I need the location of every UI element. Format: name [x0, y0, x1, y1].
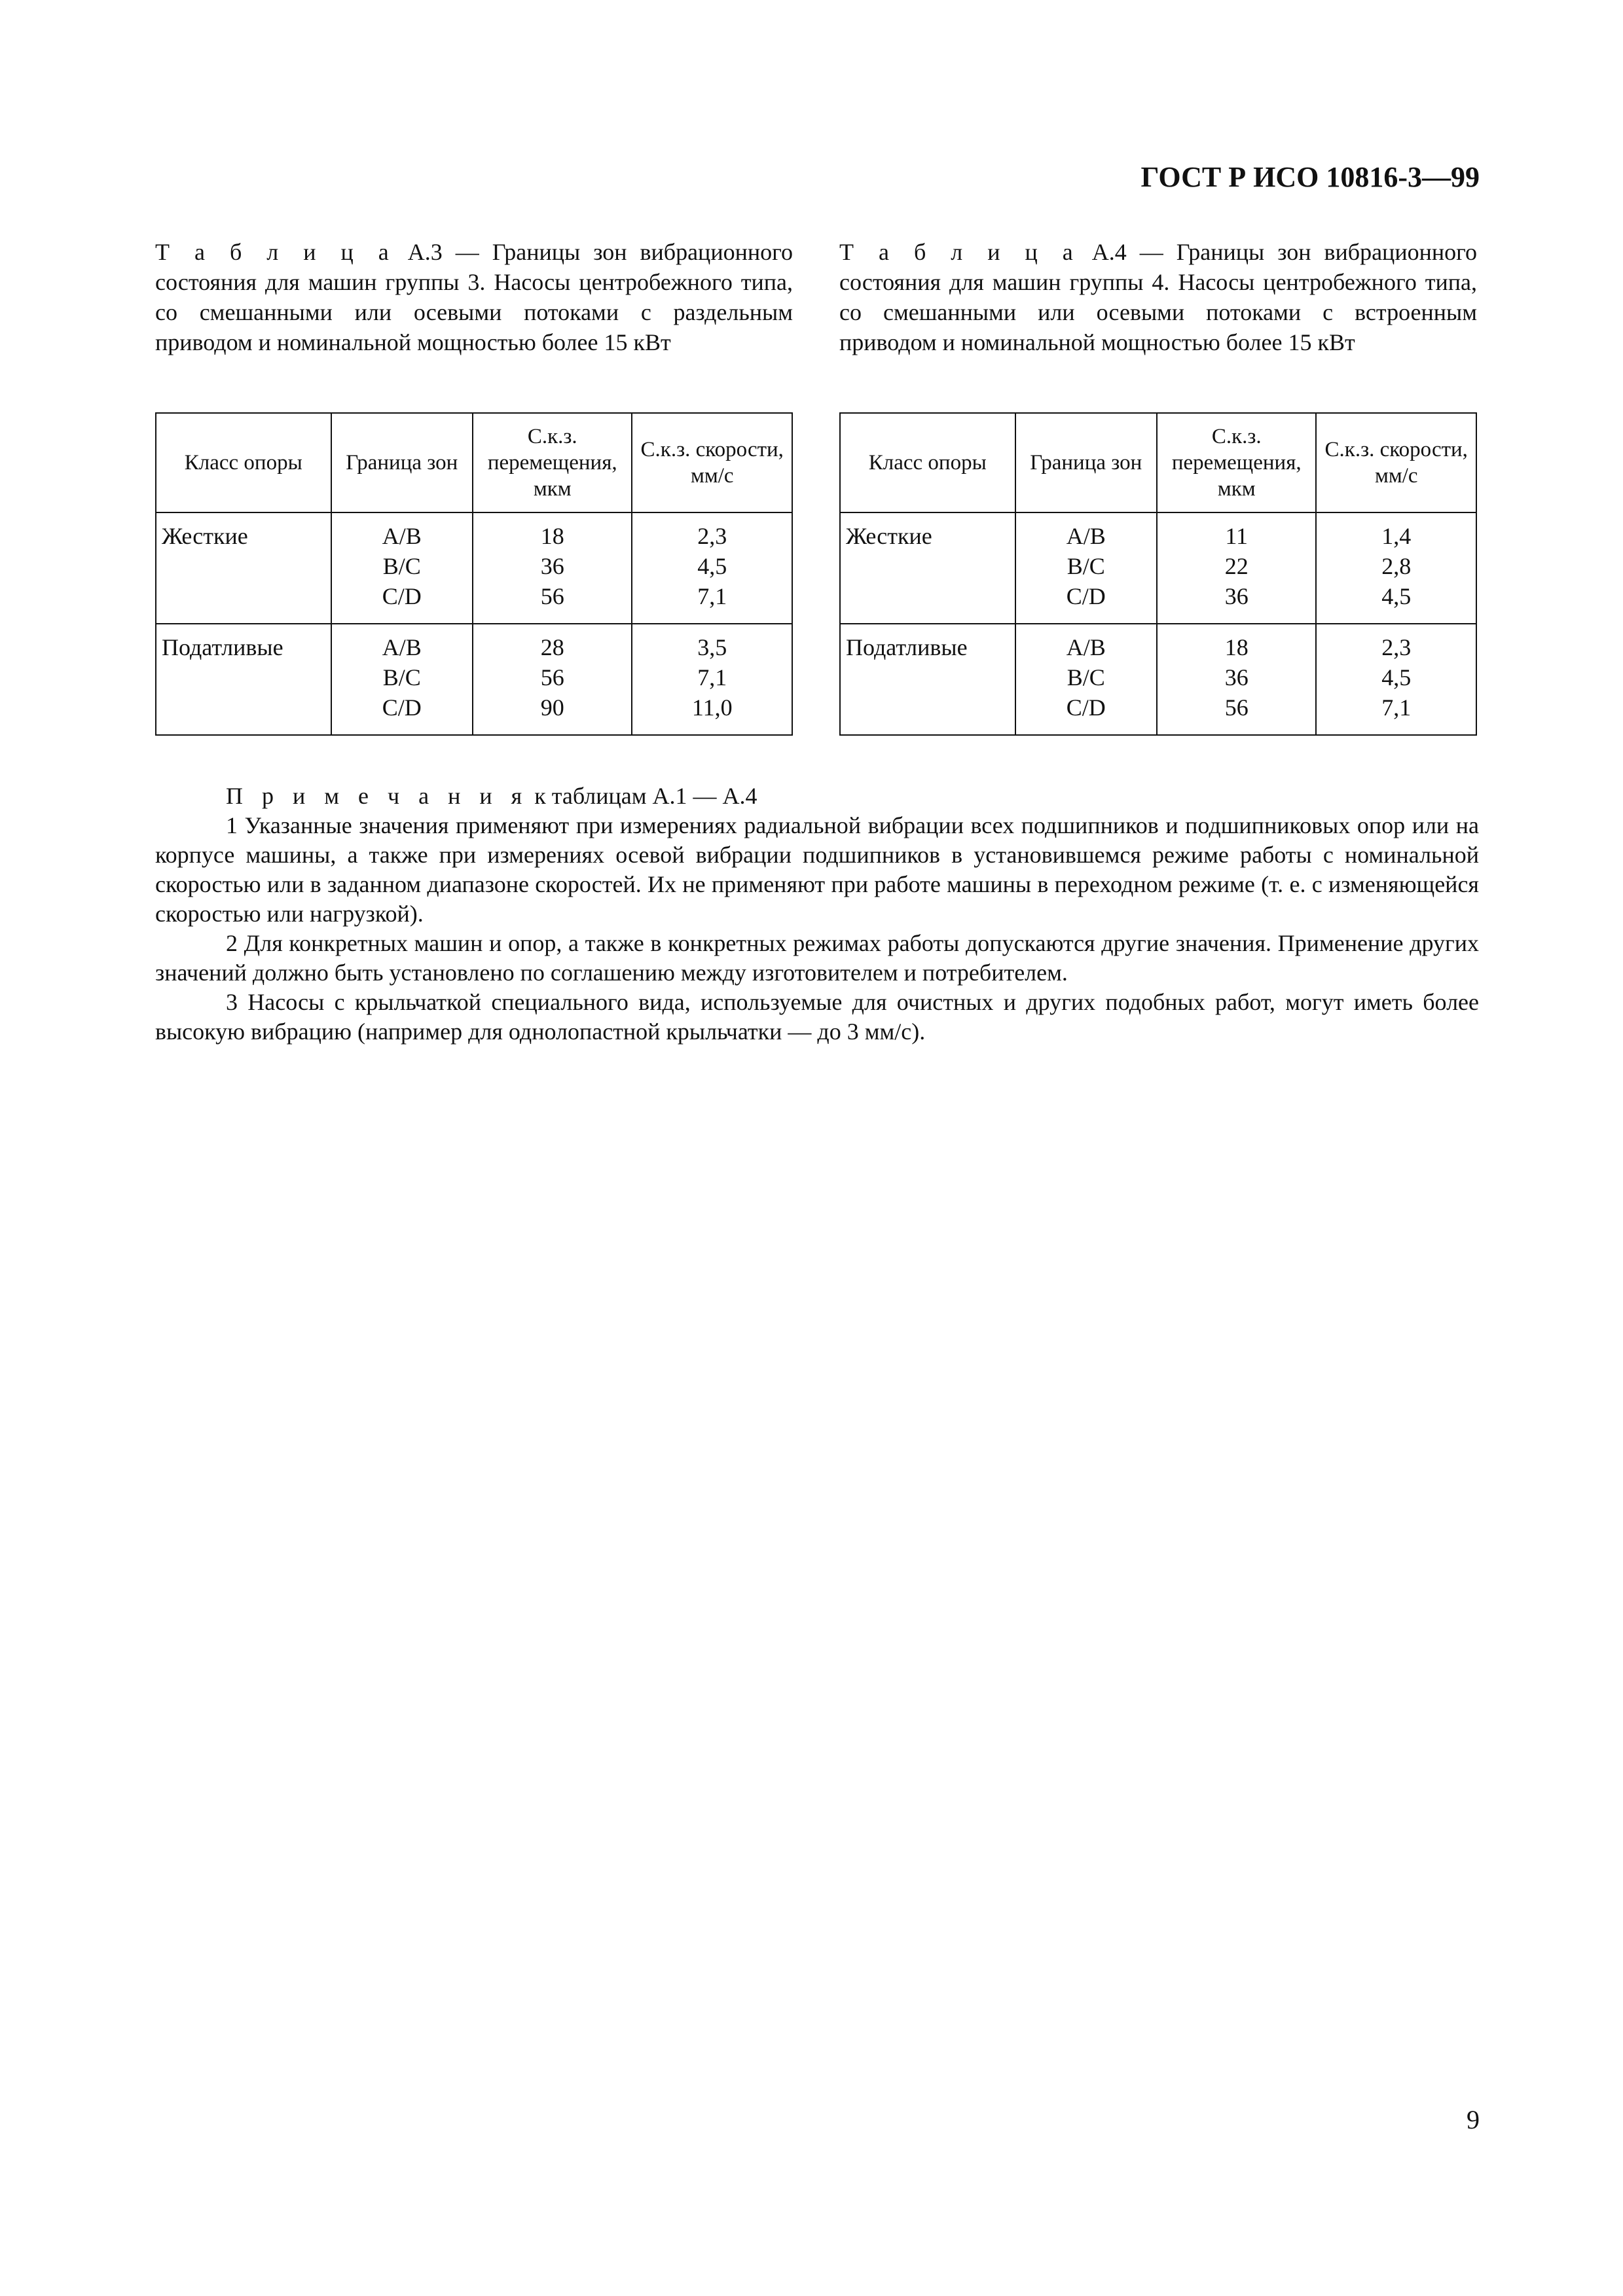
zone-value: B/C [1067, 664, 1105, 691]
displacement-cell [1157, 624, 1317, 735]
table-row [156, 512, 792, 624]
table-row [156, 624, 792, 735]
column-header-velocity: С.к.з. скорости, мм/с [1316, 413, 1476, 512]
zone-cell [331, 624, 473, 735]
column-header-zone-boundary: Граница зон [1015, 413, 1157, 512]
notes-title [155, 781, 1479, 811]
velocity-value: 7,1 [697, 664, 727, 691]
zone-cell [331, 512, 473, 624]
velocity-value: 11,0 [691, 694, 733, 721]
column-header-velocity: С.к.з. скорости, мм/с [632, 413, 792, 512]
velocity-value: 3,5 [697, 634, 727, 660]
notes-section [155, 781, 1479, 1047]
note-item: 2 Для конкретных машин и опор, а также в конкретных режимах работы допускаются другие значения. Применение других значений должно быть установлено по соглашению между изготовителем и потребителем. [155, 930, 1479, 986]
velocity-value: 2,3 [1381, 634, 1412, 660]
displacement-value: 90 [540, 694, 564, 721]
table-a3-caption [155, 237, 793, 357]
page-number: 9 [1467, 2105, 1480, 2134]
velocity-cell [632, 624, 792, 735]
displacement-cell [1157, 512, 1317, 624]
velocity-cell [632, 512, 792, 624]
displacement-value: 56 [1224, 694, 1249, 721]
table-a3-caption-label: Т а б л и ц а [155, 239, 395, 265]
zone-value: A/B [1066, 523, 1106, 549]
support-class-cell: Податливые [840, 624, 1015, 735]
column-header-support-class: Класс опоры [840, 413, 1015, 512]
table-a4-caption [839, 237, 1477, 357]
table-a3-caption-text: А.3 — Границы зон вибрационного состояния для машин группы 3. Насосы центробежного типа, со смешанными или осевыми потоками с раздельным приводом и номинальной мощностью более 15 кВт [155, 239, 793, 355]
support-class-cell: Жесткие [156, 512, 331, 624]
zone-value: B/C [382, 664, 421, 691]
displacement-value: 56 [540, 664, 564, 691]
zone-value: A/B [382, 523, 422, 549]
column-header-zone-boundary: Граница зон [331, 413, 473, 512]
column-header-support-class: Класс опоры [156, 413, 331, 512]
table-a4 [839, 412, 1477, 736]
displacement-cell [473, 624, 632, 735]
velocity-value: 1,4 [1381, 523, 1412, 549]
displacement-value: 11 [1225, 523, 1249, 549]
table-a4-caption-text: А.4 — Границы зон вибрационного состояния для машин группы 4. Насосы центробежного типа, со смешанными или осевыми потоками с встроенным приводом и номинальной мощностью более 15 кВт [839, 239, 1477, 355]
support-class-cell: Жесткие [840, 512, 1015, 624]
displacement-value: 56 [540, 583, 564, 609]
zone-value: A/B [382, 634, 422, 660]
velocity-cell [1316, 512, 1476, 624]
displacement-value: 28 [540, 634, 564, 660]
velocity-value: 7,1 [697, 583, 727, 609]
zone-value: C/D [382, 583, 422, 609]
table-row [840, 512, 1476, 624]
displacement-value: 18 [540, 523, 564, 549]
zone-value: C/D [1066, 583, 1106, 609]
velocity-value: 4,5 [1381, 583, 1412, 609]
displacement-value: 22 [1224, 553, 1249, 579]
table-a4-caption-label: Т а б л и ц а [839, 239, 1079, 265]
table-header-row [840, 413, 1476, 512]
displacement-value: 36 [540, 553, 564, 579]
note-item: 3 Насосы с крыльчаткой специального вида, используемые для очистных и других подобных работ, могут иметь более высокую вибрацию (например для однолопастной крыльчатки — до 3 мм/с). [155, 989, 1479, 1045]
notes-title-text: к таблицам А.1 — А.4 [528, 783, 757, 809]
table-header-row [156, 413, 792, 512]
displacement-value: 36 [1224, 583, 1249, 609]
zone-value: C/D [382, 694, 422, 721]
document-code: ГОСТ Р ИСО 10816-3—99 [1140, 161, 1480, 193]
zone-value: B/C [1067, 553, 1105, 579]
zone-value: A/B [1066, 634, 1106, 660]
zone-value: B/C [382, 553, 421, 579]
displacement-value: 36 [1224, 664, 1249, 691]
column-header-displacement: С.к.з. перемещения, мкм [1157, 413, 1317, 512]
support-class-cell: Податливые [156, 624, 331, 735]
velocity-value: 2,8 [1381, 553, 1412, 579]
table-a3 [155, 412, 793, 736]
zone-value: C/D [1066, 694, 1106, 721]
velocity-value: 2,3 [697, 523, 727, 549]
displacement-value: 18 [1224, 634, 1249, 660]
table-row [840, 624, 1476, 735]
velocity-value: 4,5 [697, 553, 727, 579]
column-header-displacement: С.к.з. перемещения, мкм [473, 413, 632, 512]
zone-cell [1015, 624, 1157, 735]
displacement-cell [473, 512, 632, 624]
velocity-cell [1316, 624, 1476, 735]
notes-title-label: П р и м е ч а н и я [226, 783, 529, 809]
note-item: 1 Указанные значения применяют при измерениях радиальной вибрации всех подшипников и подшипниковых опор или на корпусе машины, а также при измерениях осевой вибрации подшипников в установившемся режиме работы с номинальной скоростью или в заданном диапазоне скоростей. Их не применяют при работе машины в переходном режиме (т. е. с изменяющейся скоростью или нагрузкой). [155, 812, 1479, 927]
zone-cell [1015, 512, 1157, 624]
velocity-value: 7,1 [1381, 694, 1412, 721]
velocity-value: 4,5 [1381, 664, 1412, 691]
